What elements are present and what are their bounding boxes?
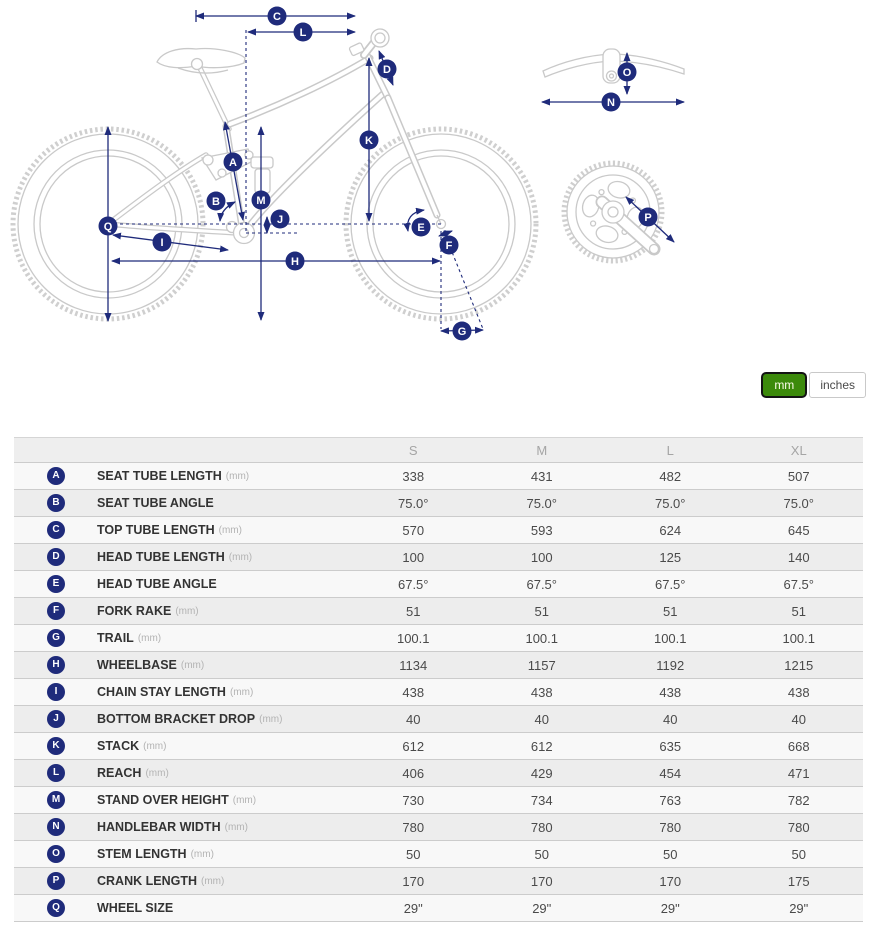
diagram-label-f [440,236,459,255]
row-unit: (mm) [190,848,214,860]
geometry-value-s: 75.0° [349,490,478,517]
table-row [14,760,863,787]
geometry-value-m: 100 [478,544,607,571]
geometry-value-l: 51 [606,598,735,625]
row-label: STEM LENGTH [97,847,187,861]
geometry-value-xl: 507 [735,463,864,490]
geometry-value-m: 612 [478,733,607,760]
diagram-label-a [224,153,243,172]
row-letter-badge: L [47,764,65,782]
row-label: WHEEL SIZE [97,901,174,915]
geometry-value-l: 482 [606,463,735,490]
geometry-value-m: 50 [478,841,607,868]
geometry-value-xl: 645 [735,517,864,544]
row-letter-badge: E [47,575,65,593]
geometry-value-m: 429 [478,760,607,787]
geometry-value-m: 67.5° [478,571,607,598]
geometry-value-s: 338 [349,463,478,490]
geometry-table [14,437,863,922]
geometry-value-m: 734 [478,787,607,814]
svg-text:K: K [365,135,373,147]
row-unit: (mm) [201,875,225,887]
svg-text:D: D [383,64,391,76]
row-label: SEAT TUBE ANGLE [97,496,214,510]
row-label: STACK [97,739,140,753]
table-row [14,814,863,841]
units-toggle [761,372,866,398]
row-label: CHAIN STAY LENGTH [97,685,226,699]
svg-text:L: L [299,27,307,39]
geometry-value-l: 75.0° [606,490,735,517]
diagram-label-k [360,131,379,150]
row-unit: (mm) [175,605,199,617]
row-letter-badge: N [47,818,65,836]
svg-text:N: N [607,97,615,109]
row-unit: (mm) [180,659,205,671]
row-letter-badge: I [47,683,65,701]
geometry-value-xl: 1215 [735,652,864,679]
table-row [14,625,863,652]
geometry-value-xl: 140 [735,544,864,571]
size-column-header-s: S [349,438,478,463]
geometry-value-xl: 668 [735,733,864,760]
row-letter-badge: M [47,791,65,809]
geometry-value-l: 763 [606,787,735,814]
row-letter-badge: A [47,467,65,485]
geometry-value-s: 170 [349,868,478,895]
svg-text:C: C [273,11,281,23]
svg-text:G: G [457,326,467,338]
geometry-value-l: 100.1 [606,625,735,652]
row-unit: (mm) [218,524,242,536]
geometry-value-m: 593 [478,517,607,544]
geometry-value-l: 67.5° [606,571,735,598]
geometry-value-xl: 100.1 [735,625,864,652]
row-label: HEAD TUBE ANGLE [97,577,217,591]
geometry-value-s: 438 [349,679,478,706]
geometry-value-s: 730 [349,787,478,814]
diagram-label-g [453,322,472,341]
size-column-header-l: L [606,438,735,463]
row-letter-badge: D [47,548,65,566]
geometry-value-m: 75.0° [478,490,607,517]
row-label: WHEELBASE [97,658,177,672]
geometry-value-m: 100.1 [478,625,607,652]
geometry-value-s: 100.1 [349,625,478,652]
table-row [14,544,863,571]
diagram-label-h [286,252,305,271]
geometry-table-body [14,463,863,922]
geometry-value-xl: 780 [735,814,864,841]
geometry-value-l: 170 [606,868,735,895]
bottom-bracket [227,222,255,244]
geometry-value-xl: 438 [735,679,864,706]
diagram-label-b [207,192,226,211]
row-letter-badge: F [47,602,65,620]
geometry-value-xl: 51 [735,598,864,625]
table-header-row [14,438,863,463]
diagram-label-o [618,63,637,82]
table-row [14,841,863,868]
geometry-value-m: 431 [478,463,607,490]
geometry-value-s: 780 [349,814,478,841]
table-row [14,571,863,598]
geometry-value-xl: 782 [735,787,864,814]
row-unit: (mm) [145,767,169,779]
diagram-label-l [294,23,313,42]
geometry-value-xl: 175 [735,868,864,895]
row-unit: (mm) [232,794,257,806]
diagram-label-d [378,60,397,79]
geometry-value-m: 40 [478,706,607,733]
row-letter-badge: B [47,494,65,512]
geometry-value-m: 438 [478,679,607,706]
row-label: SEAT TUBE LENGTH [97,469,222,483]
diagram-label-j [271,210,290,229]
svg-text:O: O [622,67,632,79]
geometry-value-s: 570 [349,517,478,544]
geometry-value-s: 406 [349,760,478,787]
table-row [14,733,863,760]
inches-toggle-button[interactable]: inches [809,372,866,398]
geometry-value-l: 125 [606,544,735,571]
table-row [14,868,863,895]
geometry-value-l: 780 [606,814,735,841]
diagram-label-p [639,208,658,227]
geometry-value-xl: 29" [735,895,864,922]
svg-text:Q: Q [103,221,113,233]
geometry-value-l: 624 [606,517,735,544]
row-label: CRANK LENGTH [97,874,197,888]
mm-toggle-button[interactable]: mm [761,372,807,398]
svg-text:I: I [160,237,164,249]
geometry-value-l: 29" [606,895,735,922]
geometry-value-l: 50 [606,841,735,868]
row-label: TOP TUBE LENGTH [97,523,215,537]
row-label: STAND OVER HEIGHT [97,793,229,807]
geometry-value-xl: 40 [735,706,864,733]
row-label: REACH [97,766,142,780]
table-row [14,517,863,544]
row-letter-badge: O [47,845,65,863]
row-label: BOTTOM BRACKET DROP [97,712,256,726]
row-letter-badge: P [47,872,65,890]
row-unit: (mm) [143,740,167,752]
geometry-value-s: 67.5° [349,571,478,598]
svg-text:E: E [417,222,425,234]
row-letter-badge: C [47,521,65,539]
diagram-label-e [412,218,431,237]
row-unit: (mm) [259,713,283,725]
svg-text:P: P [644,212,652,224]
table-row [14,463,863,490]
geometry-value-s: 51 [349,598,478,625]
row-unit: (mm) [228,551,253,563]
diagram-label-i [153,233,172,252]
geometry-value-s: 40 [349,706,478,733]
diagram-label-c [268,7,287,26]
row-label: HANDLEBAR WIDTH [97,820,221,834]
geometry-value-l: 40 [606,706,735,733]
geometry-value-l: 635 [606,733,735,760]
geometry-value-s: 50 [349,841,478,868]
row-label: FORK RAKE [97,604,172,618]
size-column-header-m: M [478,438,607,463]
geometry-value-m: 29" [478,895,607,922]
geometry-value-s: 612 [349,733,478,760]
geometry-value-xl: 75.0° [735,490,864,517]
geometry-value-l: 438 [606,679,735,706]
svg-text:H: H [291,256,299,268]
table-row [14,895,863,922]
row-unit: (mm) [229,686,254,698]
geometry-value-xl: 50 [735,841,864,868]
svg-text:J: J [276,214,284,226]
svg-text:F: F [445,240,453,252]
geometry-value-l: 1192 [606,652,735,679]
geometry-value-l: 454 [606,760,735,787]
geometry-value-m: 780 [478,814,607,841]
table-row [14,787,863,814]
row-letter-badge: Q [47,899,65,917]
table-row [14,706,863,733]
stem-side-view [349,29,389,56]
bike-geometry-diagram [0,0,710,352]
table-row [14,490,863,517]
row-letter-badge: J [47,710,65,728]
handlebar-top-view [543,49,684,83]
row-unit: (mm) [224,821,248,833]
row-unit: (mm) [225,470,250,482]
svg-text:B: B [212,196,220,208]
geometry-value-s: 100 [349,544,478,571]
empty-header [14,438,349,463]
geometry-value-s: 29" [349,895,478,922]
row-unit: (mm) [137,632,162,644]
diagram-label-m [252,191,271,210]
table-row [14,679,863,706]
geometry-value-xl: 67.5° [735,571,864,598]
row-label: TRAIL [97,631,134,645]
geometry-value-m: 1157 [478,652,607,679]
geometry-value-m: 170 [478,868,607,895]
geometry-value-xl: 471 [735,760,864,787]
geometry-value-s: 1134 [349,652,478,679]
geometry-value-m: 51 [478,598,607,625]
svg-text:M: M [256,195,266,207]
row-letter-badge: H [47,656,65,674]
diagram-label-n [602,93,621,112]
row-letter-badge: K [47,737,65,755]
size-column-header-xl: XL [735,438,864,463]
table-row [14,598,863,625]
diagram-label-q [99,217,118,236]
svg-text:A: A [229,157,237,169]
row-label: HEAD TUBE LENGTH [97,550,225,564]
row-letter-badge: G [47,629,65,647]
table-row [14,652,863,679]
